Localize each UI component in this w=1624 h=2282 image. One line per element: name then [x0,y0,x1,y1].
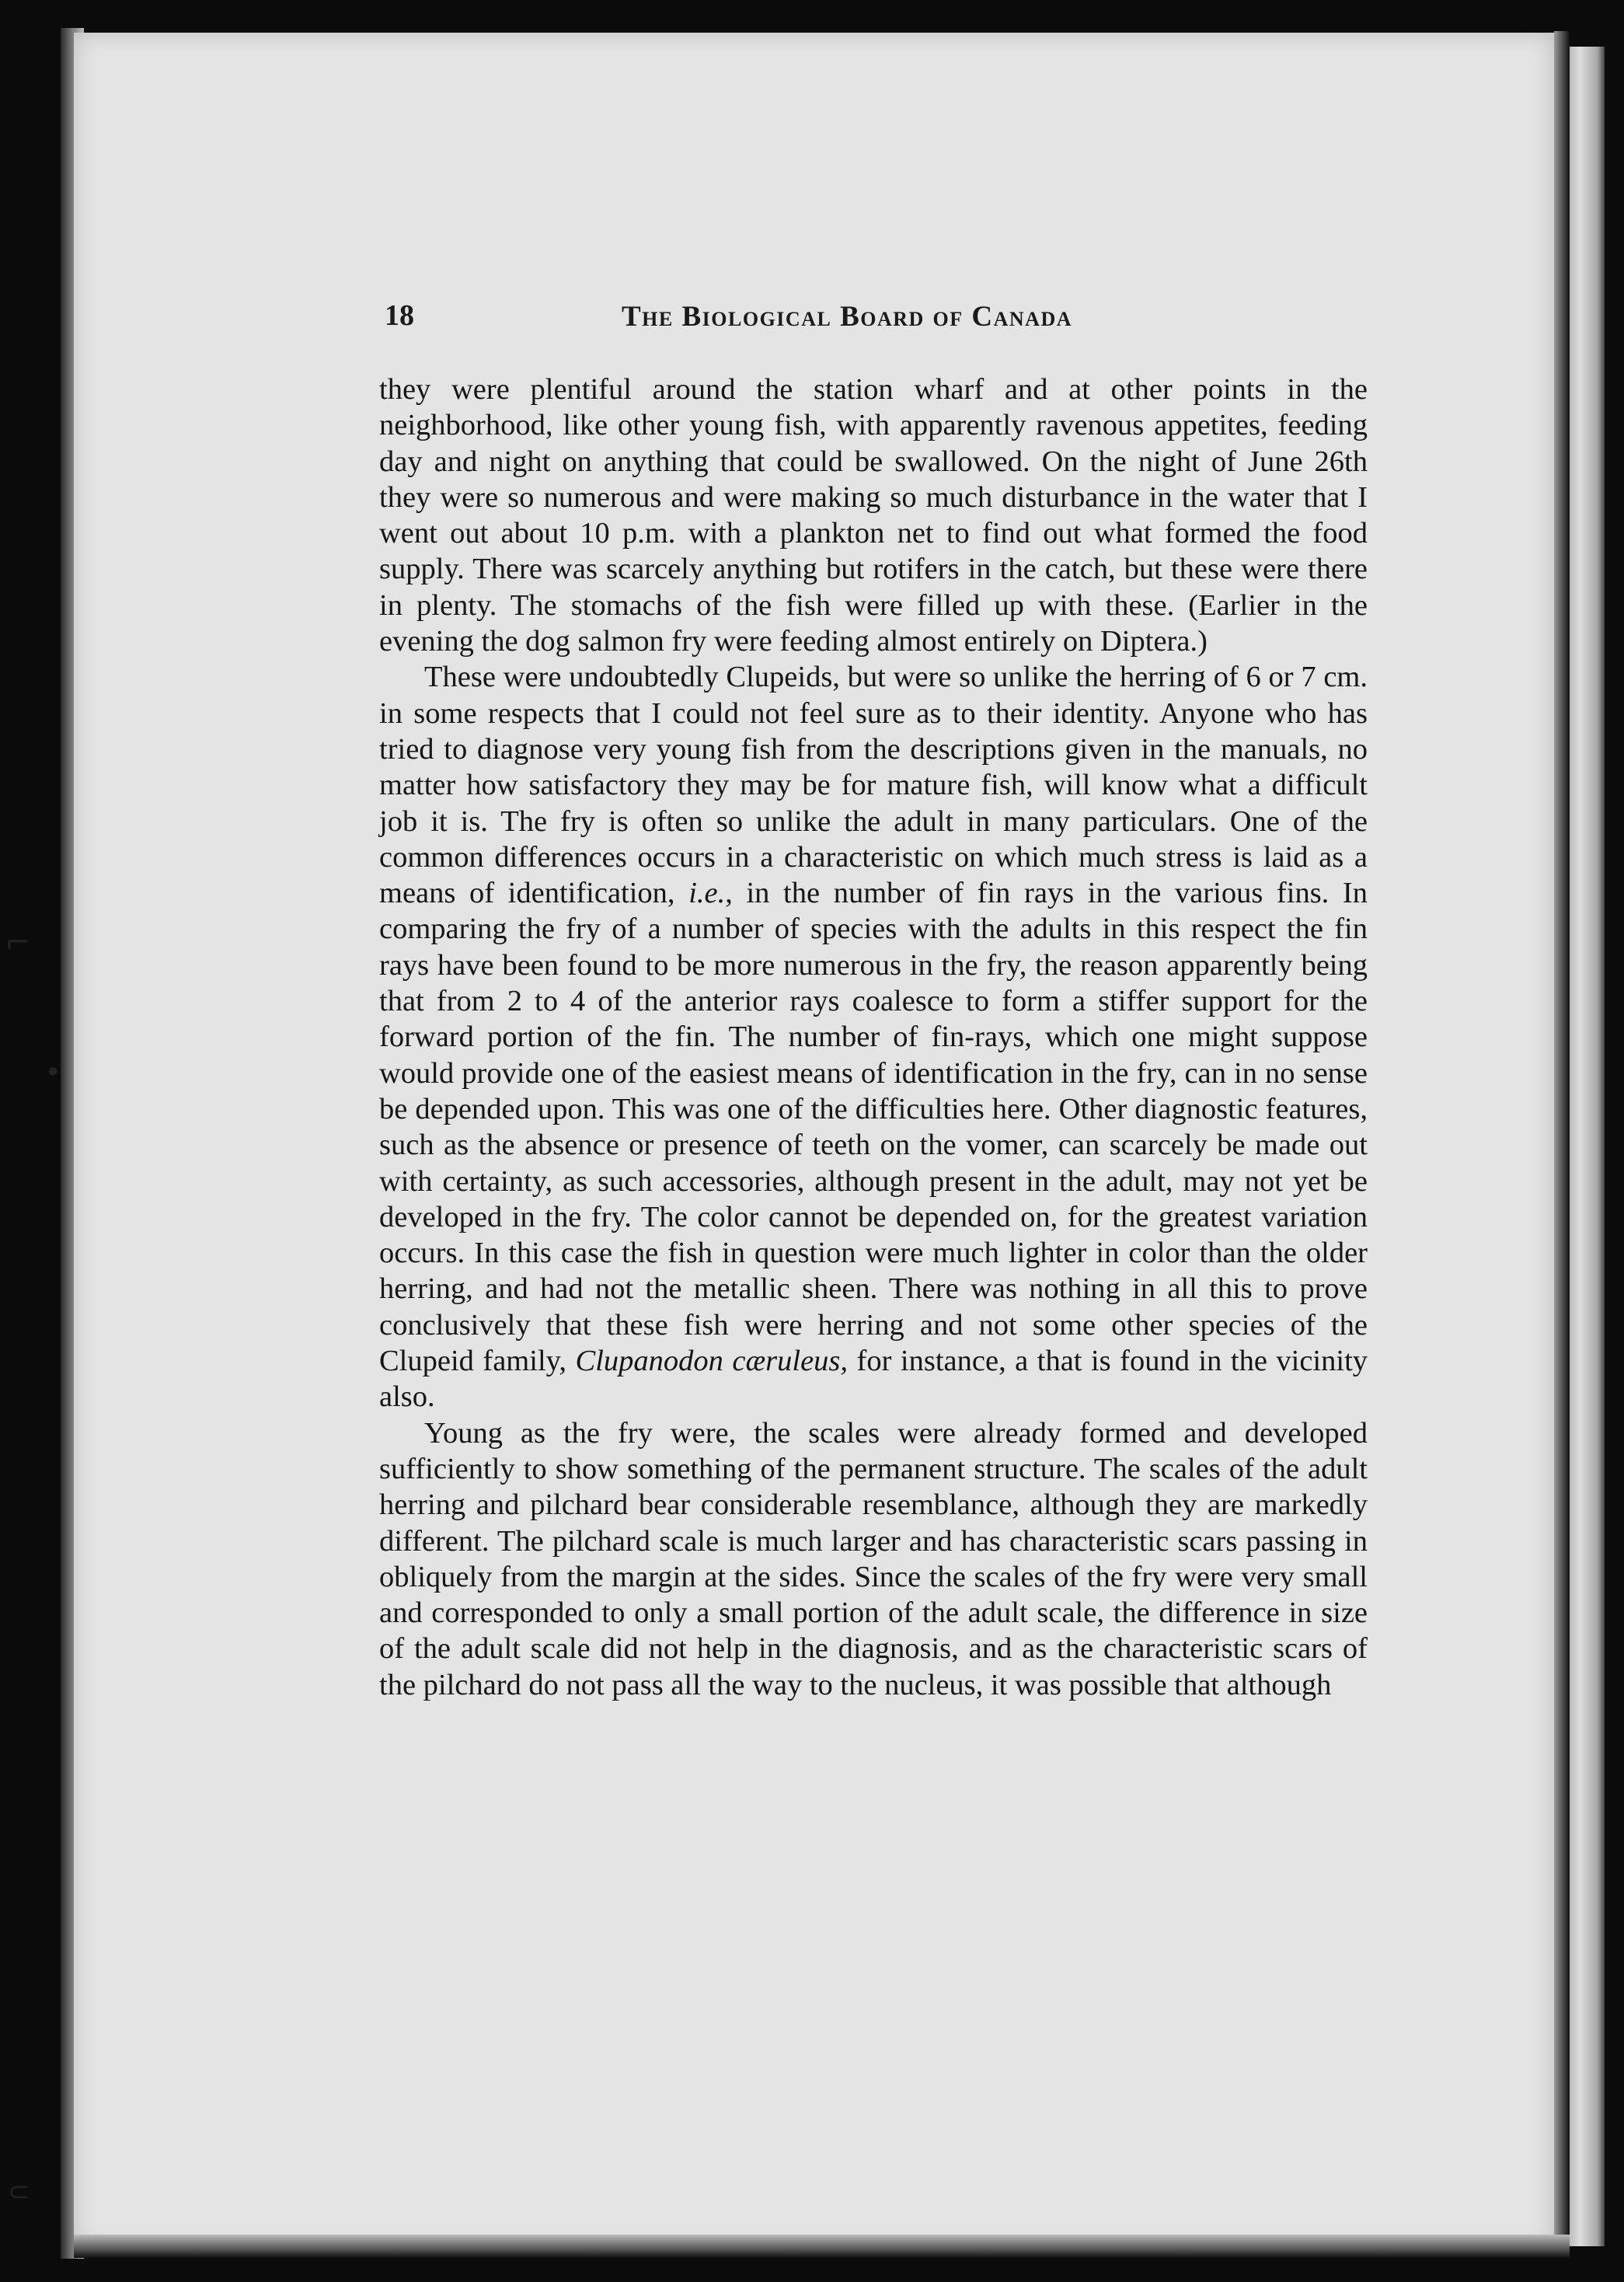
page-stack-edge [1570,47,1605,2246]
running-header [385,298,1356,345]
species-name: Clupanodon cæruleus, [575,1345,849,1378]
paragraph-text: for instance, a that is found in the vicinity also. [379,1345,1368,1414]
paragraph-1 [379,372,1368,659]
body-text [379,372,1368,1703]
paragraph-3 [379,1415,1368,1703]
paragraph-text: they were plentiful around the station wharf and at other points in the neighborhood, like other young fish, with apparently ravenous appetites, feeding day and night on anything that could be swallowed. On the night of June 26th they were so numerous and were making so much disturbance in the water that I went out about 10 p.m. with a plankton net to find out what formed the food supply. There was scarcely anything but rotifers in the catch, but these were there in plenty. The stomachs of the fish were filled up with these. (Earlier in the evening the dog salmon fry were feeding almost entirely on Diptera.) [379,373,1368,658]
paragraph-text: Young as the fry were, the scales were already formed and developed sufficiently to show something of the permanent structure. The scales of the adult herring and pilchard bear considerable resemblance, although they are markedly different. The pilchard scale is much larger and has characteristic scars passing in obliquely from the margin at the sides. Since the scales of the fry were very small and corresponded to only a small portion of the adult scale, the difference in size of the adult scale did not help in the diagnosis, and as the characteristic scars of the pilchard do not pass all the way to the nucleus, it was possible that although [379,1416,1368,1701]
margin-clip-icon: ⊂ [8,2176,30,2207]
page-bottom-edge [74,2235,1570,2258]
paragraph-text: These were undoubtedly Clupeids, but were so unlike the herring of 6 or 7 cm. in some respects that I could not feel sure as to their identity. Anyone who has tried to diagnose very young fish from the descriptions given in the manuals, no matter how satisfactory they may be for mature fish, will know what a difficult job it is. The fry is often so unlike the adult in many particulars. One of the common differences occurs in a characteristic on which much stress is laid as a means of identification, [379,661,1368,910]
binding-shadow-right [1554,31,1570,2254]
paragraph-text: , in the number of fin rays in the various fins. In comparing the fry of a number of species with the adults in this respect the fin rays have been found to be more numerous in the fry, the reason apparently being that from 2 to 4 of the anterior rays coalesce to form a stiffer support for the forward portion of the fin. The number of fin-rays, which one might suppose would provide one of the easiest means of identification in the fry, can in no sense be depended upon. This was one of the difficulties here. Other diagnostic features, such as the absence or presence of teeth on the vomer, can scarcely be made out with certainty, as such accessories, although present in the adult, may not yet be developed in the fry. The color cannot be depended on, for the greatest variation occurs. In this case the fish in question were much lighter in color than the older herring, and had not the metallic sheen. There was nothing in all this to prove conclusively that these fish were herring and not some other species of the Clupeid family, [379,877,1368,1378]
margin-mark-icon: ⌐ [5,925,31,961]
running-title: The Biological Board of Canada [622,301,1073,333]
page-number: 18 [385,299,414,332]
italic-abbreviation: i.e. [688,877,726,910]
paragraph-2 [379,659,1368,1415]
margin-dot-icon: ● [48,1065,58,1077]
